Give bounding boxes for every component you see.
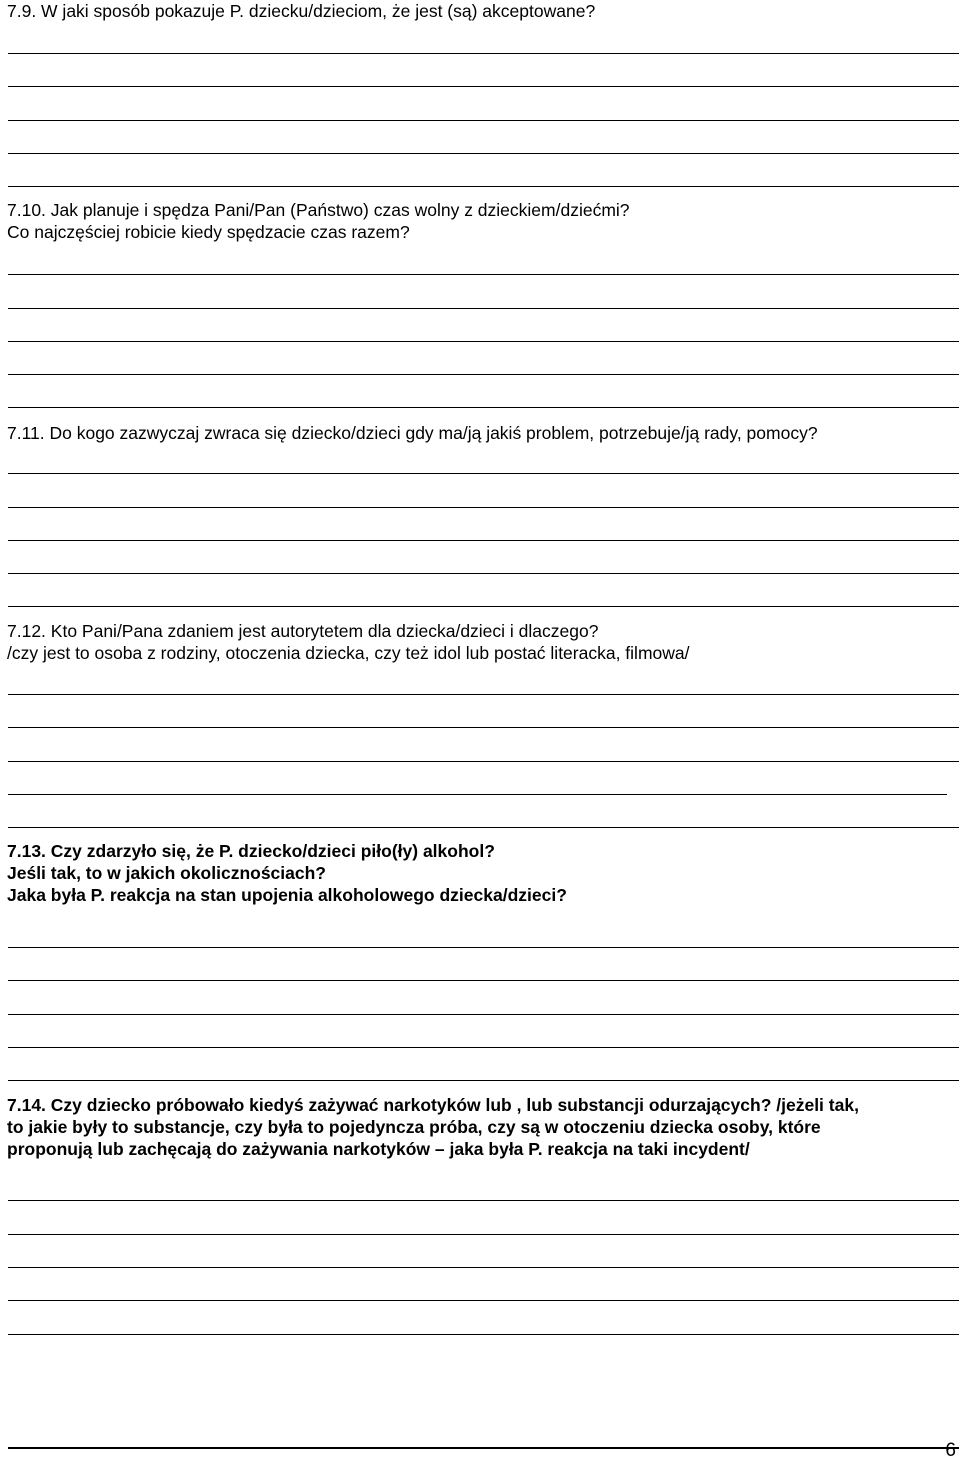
answer-line[interactable]	[8, 507, 959, 508]
answer-line[interactable]	[8, 1267, 959, 1268]
answer-line[interactable]	[8, 1300, 959, 1301]
answer-line[interactable]	[8, 606, 959, 607]
question-7-14: 7.14. Czy dziecko próbowało kiedyś zażywać narkotyków lub , lub substancji odurzających? /jeżeli tak,	[7, 1095, 859, 1115]
answer-line[interactable]	[8, 980, 959, 981]
answer-line[interactable]	[8, 1200, 959, 1201]
answer-line[interactable]	[8, 153, 959, 154]
answer-line[interactable]	[8, 1234, 959, 1235]
answer-line[interactable]	[8, 308, 959, 309]
question-7-13: 7.13. Czy zdarzyło się, że P. dziecko/dzieci piło(ły) alkohol?	[7, 841, 495, 861]
answer-line[interactable]	[8, 1014, 959, 1015]
question-7-11: 7.11. Do kogo zazwyczaj zwraca się dziecko/dzieci gdy ma/ją jakiś problem, potrzebuje/ją rady, pomocy?	[7, 423, 818, 443]
answer-line[interactable]	[8, 1080, 959, 1081]
answer-line[interactable]	[8, 186, 959, 187]
answer-line[interactable]	[8, 374, 959, 375]
question-7-10-subtext: Co najczęściej robicie kiedy spędzacie czas razem?	[7, 222, 410, 242]
question-7-12-subtext: /czy jest to osoba z rodziny, otoczenia dziecka, czy też idol lub postać literacka, filmowa/	[7, 643, 690, 663]
answer-line[interactable]	[8, 407, 959, 408]
answer-line[interactable]	[8, 947, 959, 948]
answer-line[interactable]	[8, 727, 959, 728]
question-7-13-line3: Jaka była P. reakcja na stan upojenia alkoholowego dziecka/dzieci?	[7, 885, 567, 905]
answer-line[interactable]	[8, 120, 959, 121]
question-7-9: 7.9. W jaki sposób pokazuje P. dziecku/dzieciom, że jest (są) akceptowane?	[7, 1, 596, 21]
question-7-13-line2: Jeśli tak, to w jakich okolicznościach?	[7, 863, 326, 883]
answer-line[interactable]	[8, 827, 959, 828]
answer-line[interactable]	[8, 761, 959, 762]
question-7-12: 7.12. Kto Pani/Pana zdaniem jest autorytetem dla dziecka/dzieci i dlaczego?	[7, 621, 599, 641]
footer-rule	[8, 1447, 959, 1449]
answer-line[interactable]	[8, 53, 959, 54]
answer-line[interactable]	[8, 540, 959, 541]
question-7-14-line3: proponują lub zachęcają do zażywania narkotyków – jaka była P. reakcja na taki incydent/	[7, 1139, 750, 1159]
question-7-14-line2: to jakie były to substancje, czy była to pojedyncza próba, czy są w otoczeniu dziecka osoby, które	[7, 1117, 821, 1137]
answer-line[interactable]	[8, 794, 947, 795]
answer-line[interactable]	[8, 1334, 959, 1335]
answer-line[interactable]	[8, 1047, 959, 1048]
answer-line[interactable]	[8, 473, 959, 474]
question-7-10: 7.10. Jak planuje i spędza Pani/Pan (Państwo) czas wolny z dzieckiem/dziećmi?	[7, 200, 630, 220]
answer-line[interactable]	[8, 274, 959, 275]
page-number: 6	[945, 1440, 956, 1461]
answer-line[interactable]	[8, 694, 959, 695]
answer-line[interactable]	[8, 573, 959, 574]
answer-line[interactable]	[8, 86, 959, 87]
answer-line[interactable]	[8, 341, 959, 342]
